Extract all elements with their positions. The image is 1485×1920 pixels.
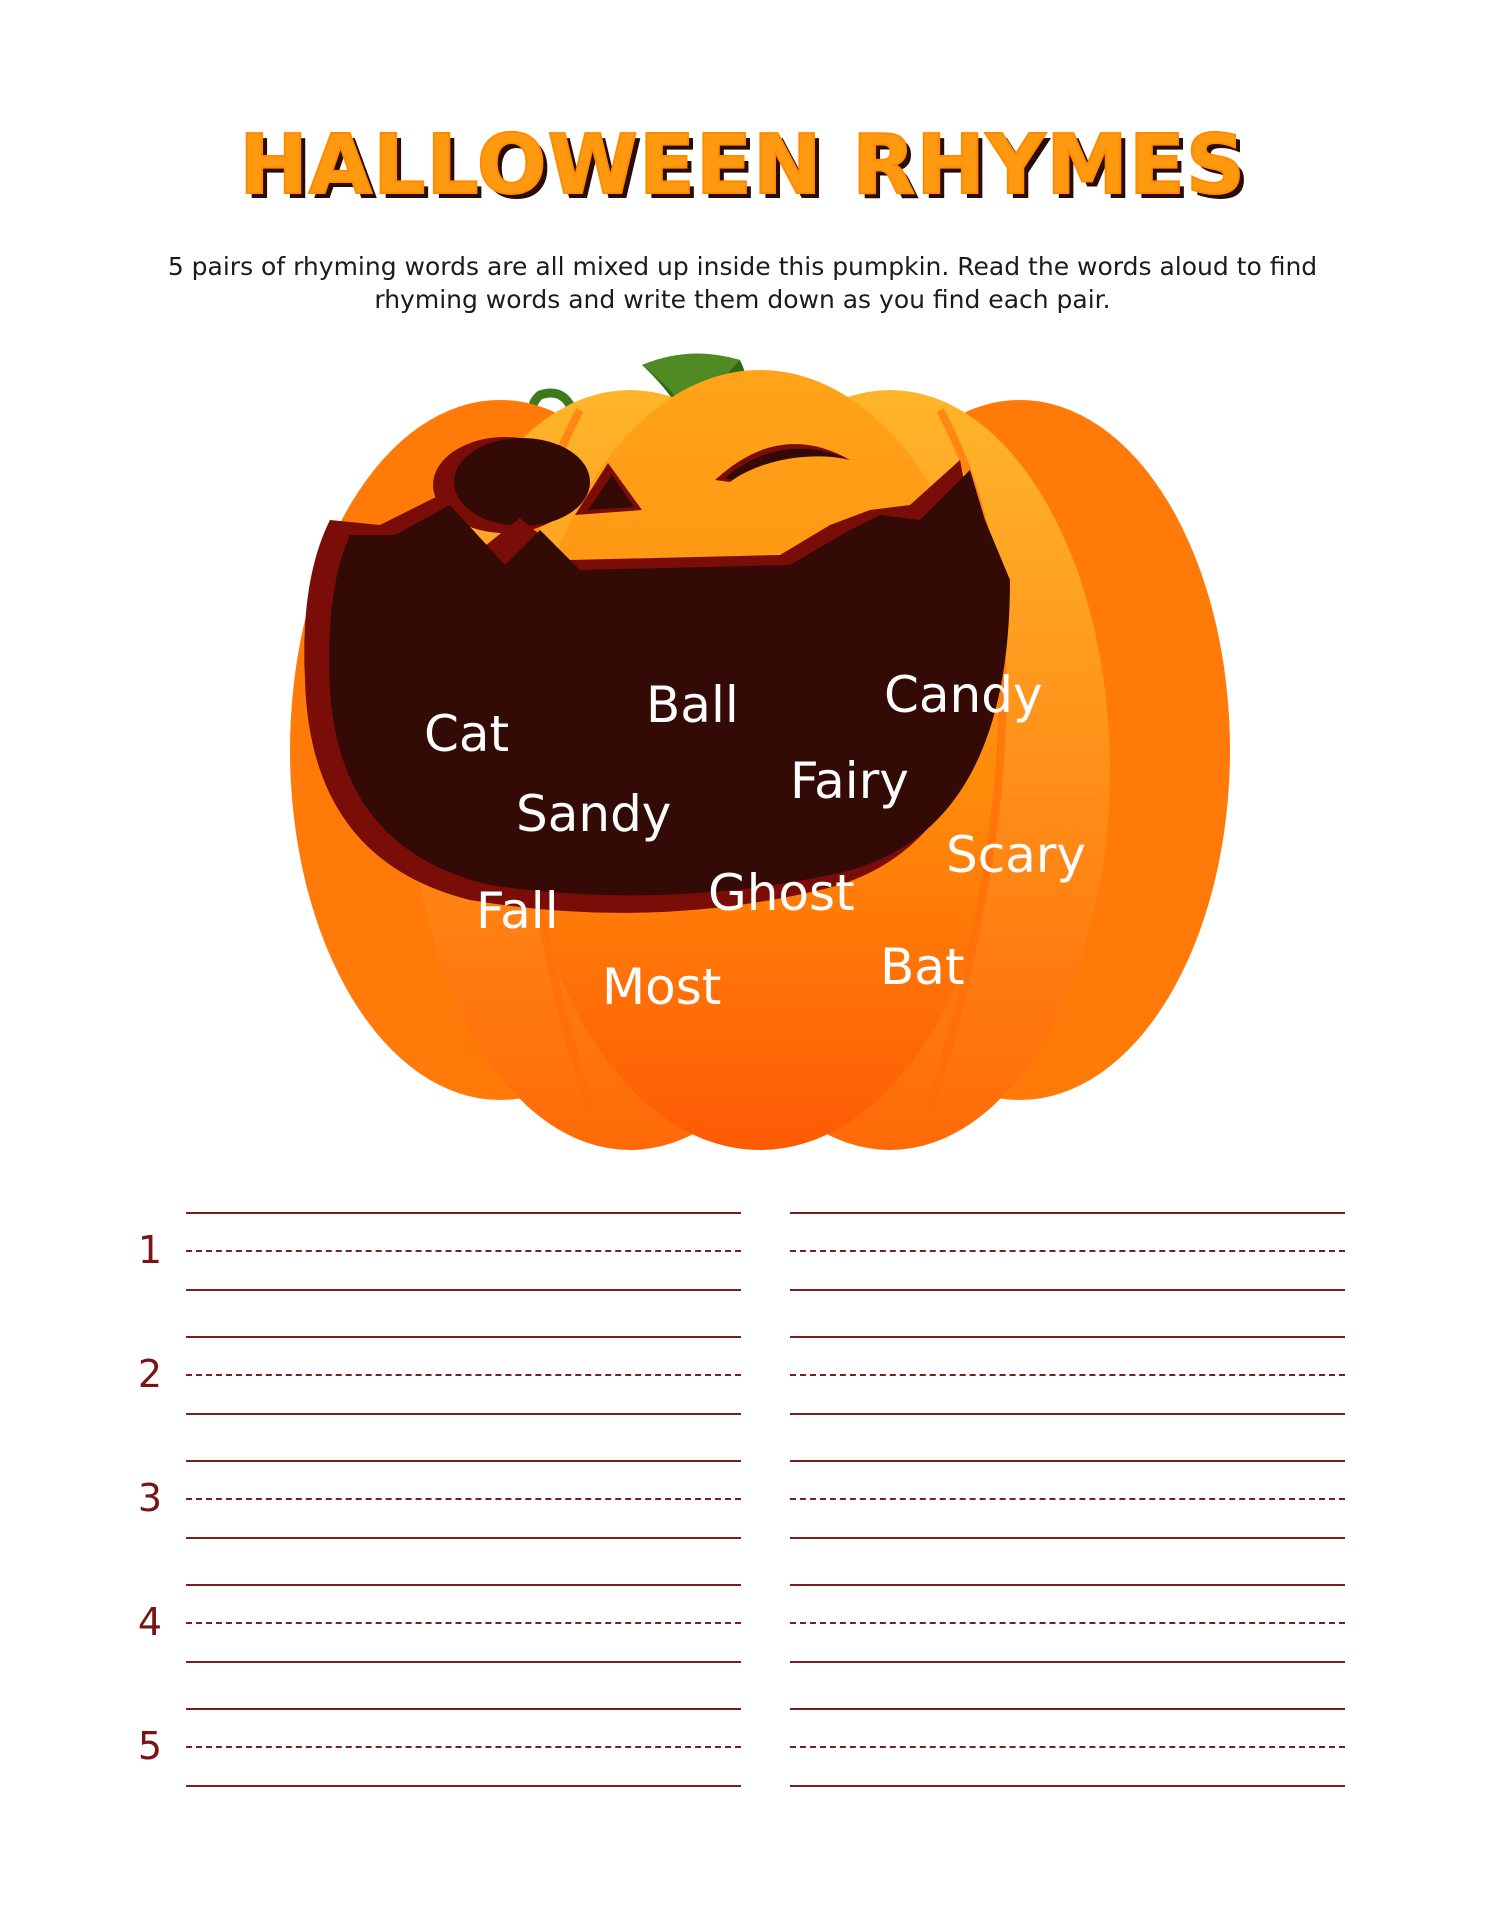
page-title: HALLOWEEN RHYMES — [239, 118, 1246, 213]
row-number: 5 — [137, 1724, 163, 1768]
answer-line-left[interactable] — [186, 1212, 741, 1214]
word-fall: Fall — [476, 882, 559, 940]
word-ghost: Ghost — [708, 864, 855, 922]
answer-line-right[interactable] — [790, 1746, 1345, 1748]
answer-line-right[interactable] — [790, 1336, 1345, 1338]
answer-line-right[interactable] — [790, 1537, 1345, 1539]
word-ball: Ball — [646, 676, 739, 734]
row-number: 2 — [137, 1352, 163, 1396]
answer-line-left[interactable] — [186, 1661, 741, 1663]
answer-line-left[interactable] — [186, 1460, 741, 1462]
answer-line-left[interactable] — [186, 1785, 741, 1787]
answer-line-left[interactable] — [186, 1746, 741, 1748]
answer-line-left[interactable] — [186, 1289, 741, 1291]
answer-line-right[interactable] — [790, 1584, 1345, 1586]
answer-line-left[interactable] — [186, 1584, 741, 1586]
answer-line-left[interactable] — [186, 1537, 741, 1539]
answer-line-right[interactable] — [790, 1413, 1345, 1415]
answer-line-left[interactable] — [186, 1250, 741, 1252]
answer-line-right[interactable] — [790, 1460, 1345, 1462]
row-number: 3 — [137, 1476, 163, 1520]
answer-line-right[interactable] — [790, 1708, 1345, 1710]
answer-line-right[interactable] — [790, 1498, 1345, 1500]
answer-line-left[interactable] — [186, 1708, 741, 1710]
word-most: Most — [602, 958, 722, 1016]
answer-line-right[interactable] — [790, 1250, 1345, 1252]
answer-line-right[interactable] — [790, 1212, 1345, 1214]
answer-line-left[interactable] — [186, 1498, 741, 1500]
word-candy: Candy — [884, 666, 1043, 724]
word-cat: Cat — [424, 705, 510, 763]
answer-line-right[interactable] — [790, 1785, 1345, 1787]
word-scary: Scary — [946, 826, 1087, 884]
word-sandy: Sandy — [516, 785, 672, 843]
row-number: 4 — [137, 1600, 163, 1644]
answer-line-right[interactable] — [790, 1622, 1345, 1624]
word-fairy: Fairy — [790, 752, 909, 810]
answer-line-left[interactable] — [186, 1336, 741, 1338]
instructions: 5 pairs of rhyming words are all mixed up inside this pumpkin. Read the words aloud to find rhyming words and write them down as you find each pair. — [167, 252, 1318, 314]
row-number: 1 — [137, 1228, 163, 1272]
pumpkin-illustration — [270, 350, 1250, 1150]
answer-line-right[interactable] — [790, 1374, 1345, 1376]
answer-line-left[interactable] — [186, 1622, 741, 1624]
answer-line-right[interactable] — [790, 1661, 1345, 1663]
word-bat: Bat — [880, 938, 965, 996]
answer-line-left[interactable] — [186, 1374, 741, 1376]
answer-line-left[interactable] — [186, 1413, 741, 1415]
answer-line-right[interactable] — [790, 1289, 1345, 1291]
